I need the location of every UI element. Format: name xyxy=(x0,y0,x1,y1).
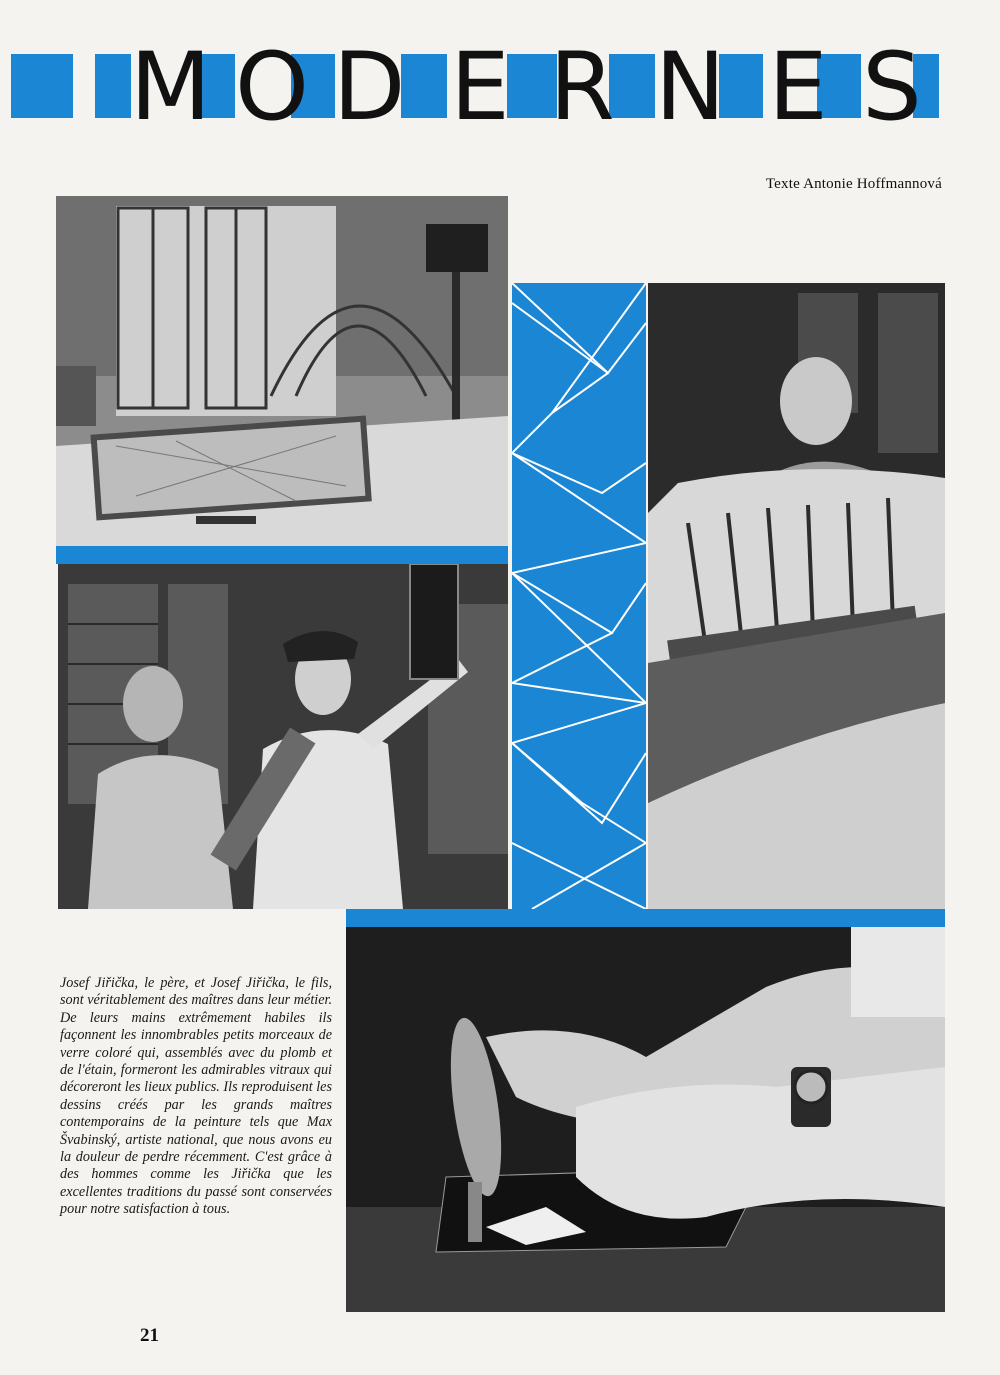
craftsmen-photo xyxy=(58,564,508,909)
title-letter-o: O xyxy=(235,33,309,142)
hands-with-tool-icon xyxy=(346,927,945,1312)
page-number: 21 xyxy=(140,1325,159,1346)
title-letter-n: N xyxy=(655,33,726,142)
hands-photo xyxy=(346,927,945,1312)
design-sheet-photo xyxy=(648,283,945,909)
workshop-photo xyxy=(56,196,508,546)
blue-graphic-panel xyxy=(512,283,646,909)
stained-glass-workshop-icon xyxy=(56,196,508,546)
title-letter-s: S xyxy=(862,33,922,142)
title-letter-d: D xyxy=(333,33,406,142)
blue-band-lower xyxy=(346,909,945,927)
title-letter-m: M xyxy=(130,33,212,142)
craftsman-with-cartoon-icon xyxy=(648,283,945,909)
article-caption xyxy=(60,975,332,1219)
blue-band-upper xyxy=(56,546,508,564)
triangle-pattern-icon xyxy=(512,283,646,909)
title-letter-e: E xyxy=(450,33,510,142)
author-credit: Texte Antonie Hoffmannová xyxy=(765,176,942,192)
page-title xyxy=(11,33,939,142)
caption-paragraph: Josef Jiřička, le père, et Josef Jiřička, le fils, sont véritablement des maîtres dans leur métier. De leurs mains extrêmement habiles ils façonnent les innombrables petits morceaux de verre coloré qui, assemblés avec du plomb et de l'étain, formeront les admirables vitraux qui décoreront les lieux publics. Ils reproduisent les dessins créés par les grands maîtres contemporains de la peinture tels que Max Švabinský, artiste national, que nous avons eu la douleur de perdre récemment. C'est grâce à des hommes comme les Jiřička que les excellentes traditions du passé sont conservées pour notre satisfaction à tous. xyxy=(60,975,332,1218)
two-craftsmen-icon xyxy=(58,564,508,909)
title-letter-r: R xyxy=(549,33,615,142)
title-letter-e: E xyxy=(768,33,828,142)
